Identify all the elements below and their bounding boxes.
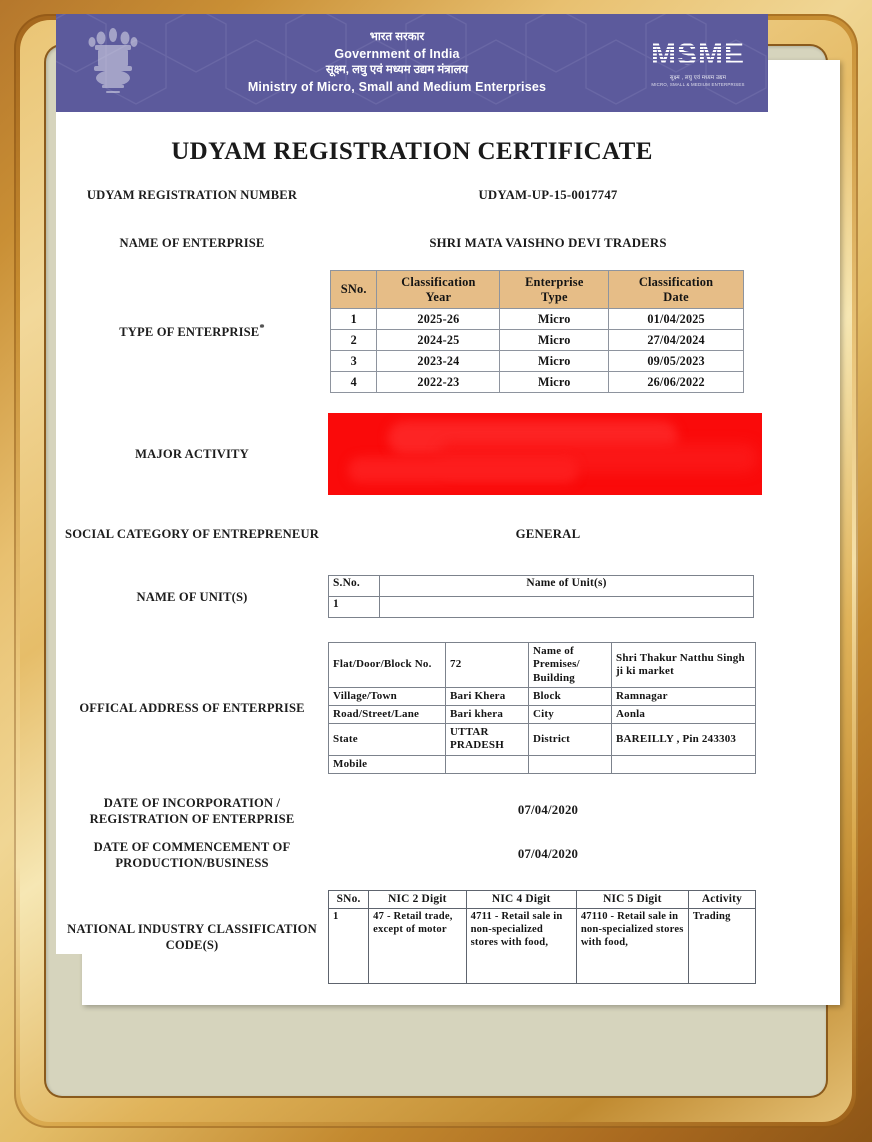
cell-addr-value: Bari Khera [446,687,529,705]
label-official-address: OFFICAL ADDRESS OF ENTERPRISE [79,700,305,715]
label-major-activity: MAJOR ACTIVITY [135,447,249,462]
msme-logo [642,37,754,87]
cell-sno: 4 [331,372,377,393]
table-row [329,755,756,773]
table-row [329,643,756,688]
cell-addr-key: State [329,724,446,755]
cell-sno: 2 [331,330,377,351]
units-table-wrap [328,575,768,618]
cell-addr-key: Village/Town [329,687,446,705]
cell-nic-activity: Trading [688,908,755,983]
ministry-english-line: Ministry of Micro, Small and Medium Enterprises [247,79,547,94]
th-nic-4digit: NIC 4 Digit [466,890,576,908]
label-date-incorporation: DATE OF INCORPORATION / REGISTRATION OF ENTERPRISE [89,795,295,826]
th-type-line1: Enterprise [525,275,584,289]
cell-addr-key: Mobile [329,755,446,773]
msme-subtitle-english: MICRO, SMALL & MEDIUM ENTERPRISES [651,81,745,87]
certificate-title: UDYAM REGISTRATION CERTIFICATE [171,138,653,165]
government-header-band [56,14,768,112]
label-nic-codes: NATIONAL INDUSTRY CLASSIFICATION CODE(S) [67,921,317,952]
cell-year: 2022-23 [377,372,500,393]
nic-table-wrap [328,890,768,984]
cell-type: Micro [500,372,609,393]
gov-hindi-line: भारत सरकार [369,30,425,43]
cell-date: 01/04/2025 [609,309,744,330]
redaction-block-major-activity [328,413,762,495]
th-classification-date [609,271,744,309]
value-date-commencement: 07/04/2020 [517,847,579,862]
cell-addr-key: District [529,724,612,755]
address-table [328,642,756,774]
label-social-category: SOCIAL CATEGORY OF ENTREPRENEUR [65,527,319,542]
row-enterprise-name [56,230,768,256]
table-row [329,908,756,983]
label-date-commencement: DATE OF COMMENCEMENT OF PRODUCTION/BUSINESS [93,839,291,870]
th-nic-5digit: NIC 5 Digit [576,890,688,908]
row-enterprise-type [56,270,768,393]
value-enterprise-name: SHRI MATA VAISHNO DEVI TRADERS [429,235,667,250]
th-nic-sno: SNo. [329,890,369,908]
cell-date: 27/04/2024 [609,330,744,351]
cell-addr-value: Aonla [612,706,756,724]
cell-date: 09/05/2023 [609,351,744,372]
table-row [329,706,756,724]
cell-unit-name [380,597,754,618]
table-row [331,330,744,351]
cell-addr-key [529,755,612,773]
government-title-block [152,30,642,96]
classification-header-row [331,271,744,309]
cell-sno: 1 [331,309,377,330]
table-row [329,597,754,618]
table-row [329,724,756,755]
th-enterprise-type [500,271,609,309]
th-classification-sno: SNo. [331,271,377,309]
cell-addr-value: Bari khera [446,706,529,724]
row-official-address [56,642,768,774]
row-major-activity [56,413,768,495]
msme-wordmark: MSME [642,40,754,70]
cell-addr-value: 72 [446,643,529,688]
row-name-of-units [56,575,768,618]
th-classification-year [377,271,500,309]
table-row [331,309,744,330]
label-registration-number: UDYAM REGISTRATION NUMBER [86,187,298,202]
classification-table-wrap [328,270,768,393]
row-date-incorporation [56,796,768,826]
cell-addr-key: Name of Premises/ Building [529,643,612,688]
value-social-category: GENERAL [515,526,581,541]
india-state-emblem-icon [74,17,152,109]
label-enterprise-type-text: TYPE OF ENTERPRISE [119,325,260,340]
th-unit-name: Name of Unit(s) [380,576,754,597]
th-year-line2: Year [425,289,452,304]
ministry-hindi-line: सूक्ष्म, लघु एवं मध्यम उद्यम मंत्रालय [325,64,469,76]
address-table-wrap [328,642,768,774]
row-social-category [56,517,768,551]
label-asterisk: * [259,323,265,335]
th-type-line2: Type [540,289,568,304]
cell-date: 26/06/2022 [609,372,744,393]
value-registration-number: UDYAM-UP-15-0017747 [478,187,618,202]
th-unit-sno: S.No. [329,576,380,597]
cell-addr-value: BAREILLY , Pin 243303 [612,724,756,755]
classification-table [330,270,744,393]
label-enterprise-name: NAME OF ENTERPRISE [119,235,265,250]
units-table [328,575,754,618]
row-date-commencement [56,840,768,870]
cell-nic-2digit: 47 - Retail trade, except of motor [369,908,466,983]
row-registration-number [56,182,768,208]
cell-addr-key: Block [529,687,612,705]
label-name-of-units: NAME OF UNIT(S) [136,589,248,604]
cell-year: 2023-24 [377,351,500,372]
nic-table [328,890,756,984]
th-date-line1: Classification [638,275,714,289]
redaction-smear [348,457,578,483]
table-row [331,351,744,372]
cell-type: Micro [500,351,609,372]
th-nic-activity: Activity [688,890,755,908]
cell-year: 2025-26 [377,309,500,330]
cell-type: Micro [500,309,609,330]
cell-addr-key: City [529,706,612,724]
label-enterprise-type [56,322,328,340]
nic-header-row [329,890,756,908]
th-nic-2digit: NIC 2 Digit [369,890,466,908]
cell-type: Micro [500,330,609,351]
msme-subtitle-hindi: सूक्ष्म , लघु एवं मध्यम उद्यम [669,74,727,81]
cell-addr-value [446,755,529,773]
table-row [331,372,744,393]
cell-addr-value [612,755,756,773]
cell-year: 2024-25 [377,330,500,351]
cell-addr-value: Ramnagar [612,687,756,705]
udyam-certificate [56,14,768,954]
cell-nic-4digit: 4711 - Retail sale in non-specialized stores with food, [466,908,576,983]
cell-nic-5digit: 47110 - Retail sale in non-specialized stores with food, [576,908,688,983]
row-nic-codes [56,890,768,984]
cell-nic-sno: 1 [329,908,369,983]
cell-sno: 3 [331,351,377,372]
cell-addr-value: UTTAR PRADESH [446,724,529,755]
th-date-line2: Date [663,289,689,304]
gov-english-line: Government of India [334,46,460,61]
table-row [329,687,756,705]
value-major-activity-wrap [328,413,768,495]
value-date-incorporation: 07/04/2020 [517,803,579,818]
units-header-row [329,576,754,597]
th-year-line1: Classification [401,275,476,289]
cell-addr-value: Shri Thakur Natthu Singh ji ki market [612,643,756,688]
cell-unit-sno: 1 [329,597,380,618]
cell-addr-key: Road/Street/Lane [329,706,446,724]
cell-addr-key: Flat/Door/Block No. [329,643,446,688]
